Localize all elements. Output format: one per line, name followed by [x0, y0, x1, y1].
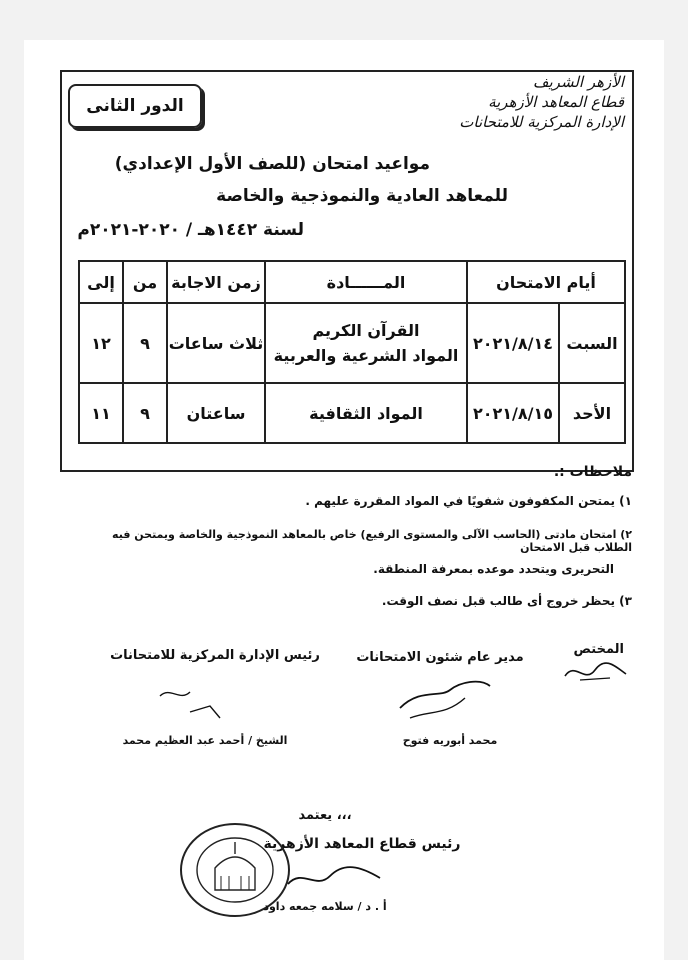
row-date: ٢٠٢١/٨/١٤ — [467, 303, 559, 383]
header-to: إلى — [79, 261, 123, 303]
row-from: ٩ — [123, 303, 167, 383]
manager-name: محمد أبوريه فتوح — [402, 734, 498, 747]
specialist-signature — [560, 656, 630, 686]
sector-head-title: رئيس قطاع المعاهد الأزهرية — [263, 836, 461, 852]
row-day: السبت — [559, 303, 625, 383]
row-duration: ثلاث ساعات — [167, 303, 265, 383]
header-duration: زمن الاجابة — [167, 261, 265, 303]
notes-heading: ملاحظات :. — [553, 464, 632, 480]
note-item: ١) يمتحن المكفوفون شفويًا في المواد المقررة عليهم . — [305, 494, 632, 508]
note-item: ٣) يحظر خروج أى طالب قبل نصف الوقت. — [381, 594, 632, 608]
note-item: التحريرى ويتحدد موعده بمعرفة المنطقة. — [373, 562, 614, 576]
header-subject: المــــــادة — [265, 261, 467, 303]
title-line-1: مواعيد امتحان (للصف الأول الإعدادي) — [114, 154, 430, 174]
org-line-2: قطاع المعاهد الأزهرية — [488, 93, 624, 111]
table-row — [79, 383, 625, 443]
manager-title: مدير عام شئون الامتحانات — [356, 650, 524, 665]
row-date: ٢٠٢١/٨/١٥ — [467, 383, 559, 443]
row-subject — [265, 383, 467, 443]
row-day: الأحد — [559, 383, 625, 443]
subject-line-2: المواد الشرعية والعربية — [273, 346, 459, 365]
row-from: ٩ — [123, 383, 167, 443]
approval-note: يعتمد ،،، — [298, 808, 352, 823]
org-line-3: الإدارة المركزية للامتحانات — [459, 113, 624, 131]
sector-head-name: أ . د / سلامه جمعه داود — [263, 900, 387, 913]
header-from: من — [123, 261, 167, 303]
central-admin-head-name: الشيخ / أحمد عبد العظيم محمد — [122, 734, 288, 747]
org-line-1: الأزهر الشريف — [532, 73, 624, 91]
exam-round-label: الدور الثانى — [68, 84, 202, 128]
head-signature — [150, 676, 250, 726]
sector-head-signature — [280, 858, 390, 898]
exam-schedule-table — [78, 260, 626, 444]
table-header-row — [79, 261, 625, 303]
table-row — [79, 303, 625, 383]
header-days: أيام الامتحان — [467, 261, 625, 303]
row-to: ١١ — [79, 383, 123, 443]
subject-line-1: المواد الثقافية — [309, 403, 423, 423]
manager-signature — [390, 668, 500, 728]
central-admin-head-title: رئيس الإدارة المركزية للامتحانات — [110, 648, 320, 663]
specialist-title: المختص — [573, 642, 624, 657]
row-duration: ساعتان — [167, 383, 265, 443]
row-to: ١٢ — [79, 303, 123, 383]
title-line-2: للمعاهد العادية والنموذجية والخاصة — [216, 186, 508, 206]
row-subject — [265, 303, 467, 383]
subject-line-1: القرآن الكريم — [312, 321, 420, 340]
title-line-3: لسنة ١٤٤٢هـ / ٢٠٢٠-٢٠٢١م — [77, 220, 304, 240]
note-item: ٢) امتحان مادتى (الحاسب الآلى والمستوى الرفيع) خاص بالمعاهد النموذجية والخاصة ويمتحن فيه الطلاب قبل الامتحان — [112, 528, 632, 554]
